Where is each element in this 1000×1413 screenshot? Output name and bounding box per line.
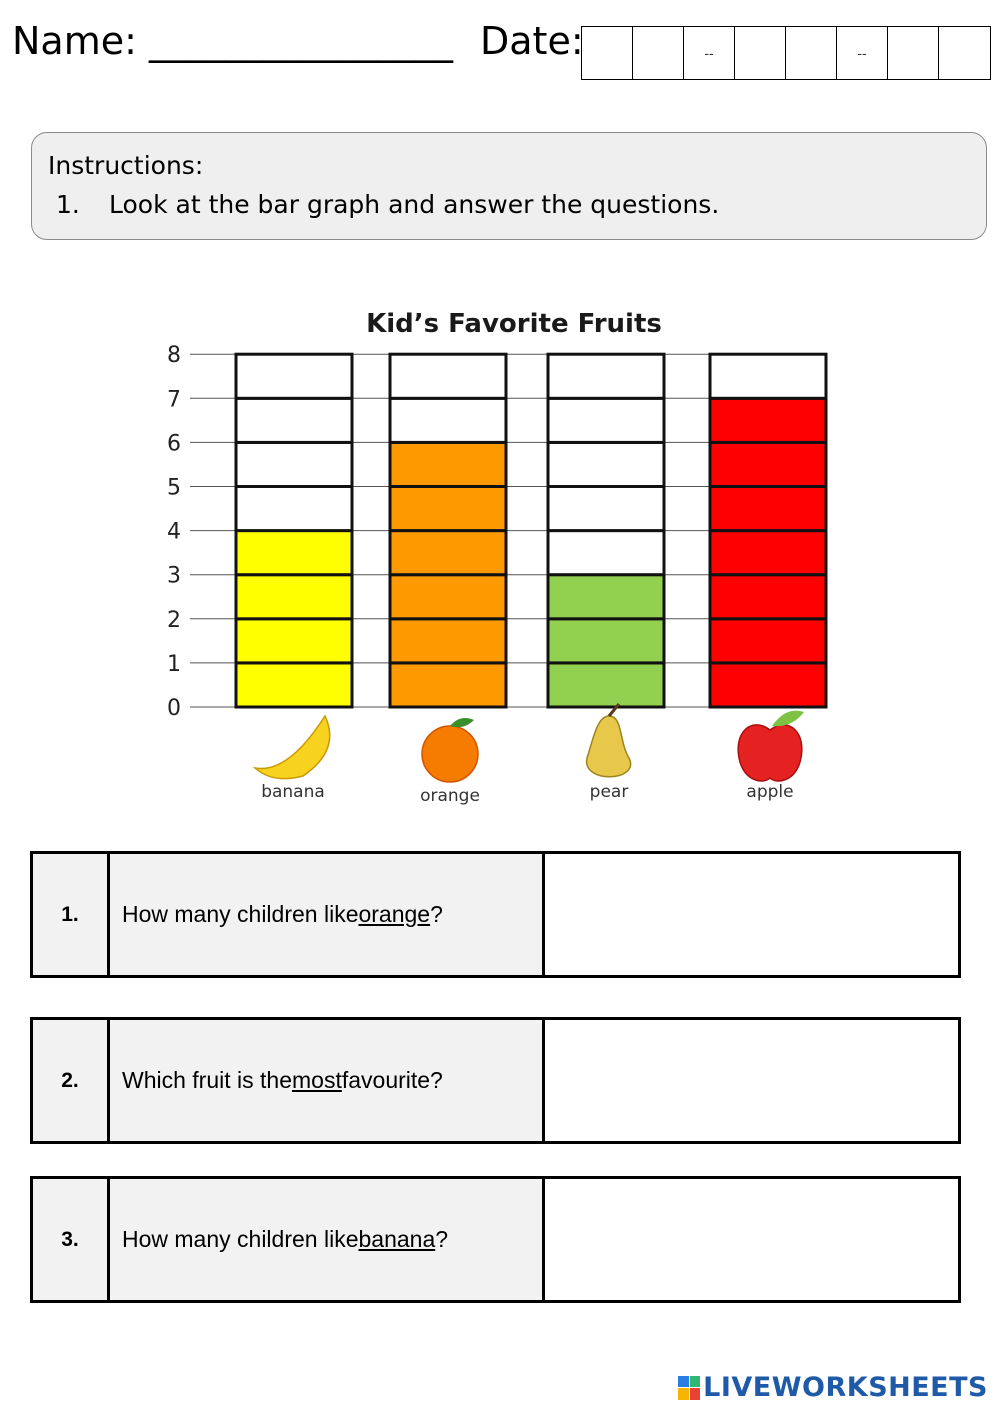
question-keyword: most: [292, 1067, 342, 1093]
date-separator: --: [684, 27, 735, 79]
date-label: Date:: [480, 19, 584, 63]
question-keyword: banana: [358, 1226, 436, 1252]
instruction-text: Look at the bar graph and answer the questions.: [109, 190, 720, 219]
pear-icon: [587, 716, 631, 777]
apple-icon: [738, 725, 802, 781]
date-box[interactable]: [939, 27, 990, 79]
question-pre: Which fruit is the: [122, 1067, 292, 1093]
question-text: [110, 1020, 545, 1141]
bar-segment-empty: [236, 487, 352, 531]
bar-segment-filled: [236, 619, 352, 663]
date-box[interactable]: [888, 27, 939, 79]
apple-leaf-icon: [772, 711, 804, 727]
question-row: [30, 1176, 961, 1303]
brand-text: LIVEWORKSHEETS: [703, 1372, 988, 1403]
y-tick-label: 3: [167, 563, 181, 589]
bar-segment-filled: [548, 575, 664, 619]
logo-mark-icon: [678, 1376, 700, 1400]
y-tick-label: 2: [167, 607, 181, 633]
bar-segment-filled: [548, 619, 664, 663]
y-tick-label: 5: [167, 475, 181, 501]
bar-segment-filled: [710, 398, 826, 442]
y-tick-label: 7: [167, 387, 181, 413]
bar-segment-empty: [390, 354, 506, 398]
bar-segment-filled: [390, 619, 506, 663]
date-box[interactable]: [582, 27, 633, 79]
bar-segment-empty: [236, 442, 352, 486]
bar-segment-empty: [548, 487, 664, 531]
date-box[interactable]: [735, 27, 786, 79]
question-pre: How many children like: [122, 1226, 359, 1252]
question-text: [110, 1179, 545, 1300]
bar-segment-filled: [710, 531, 826, 575]
bar-segment-empty: [548, 398, 664, 442]
question-post: favourite?: [341, 1067, 443, 1093]
y-tick-label: 8: [167, 343, 181, 369]
bar-segment-filled: [390, 575, 506, 619]
orange-icon: [422, 726, 478, 782]
y-tick-label: 1: [167, 651, 181, 677]
bar-segment-filled: [548, 663, 664, 707]
bar-segment-filled: [390, 487, 506, 531]
orange-leaf-icon: [450, 718, 474, 727]
name-label: Name: ________________: [12, 19, 453, 63]
bar-segment-filled: [390, 663, 506, 707]
answer-field[interactable]: [545, 1020, 958, 1141]
bar-segment-filled: [236, 531, 352, 575]
y-tick-label: 0: [167, 696, 181, 721]
date-box[interactable]: [633, 27, 684, 79]
question-text: [110, 854, 545, 975]
chart-title: Kid’s Favorite Fruits: [366, 309, 662, 339]
x-category-label: pear: [589, 782, 629, 802]
date-separator: --: [837, 27, 888, 79]
bar-segment-filled: [710, 575, 826, 619]
bar-chart: [0, 290, 1000, 810]
question-post: ?: [435, 1226, 449, 1252]
bar-segment-empty: [548, 442, 664, 486]
bar-segment-filled: [710, 663, 826, 707]
question-keyword: orange: [358, 901, 431, 927]
question-number: 3.: [33, 1179, 110, 1300]
question-row: [30, 1017, 961, 1144]
y-tick-label: 6: [167, 431, 181, 457]
bar-segment-empty: [390, 398, 506, 442]
bar-segment-filled: [390, 442, 506, 486]
bar-segment-empty: [548, 354, 664, 398]
bar-segment-empty: [710, 354, 826, 398]
date-box[interactable]: [786, 27, 837, 79]
question-row: [30, 851, 961, 978]
bar-segment-empty: [548, 531, 664, 575]
y-tick-label: 4: [167, 519, 181, 545]
instructions-box: [31, 132, 987, 240]
question-post: ?: [430, 901, 443, 927]
liveworksheets-logo: [678, 1372, 988, 1403]
bar-segment-filled: [390, 531, 506, 575]
bar-segment-empty: [236, 354, 352, 398]
x-category-label: banana: [261, 782, 325, 802]
bar-segment-filled: [710, 619, 826, 663]
question-pre: How many children like: [122, 901, 359, 927]
instructions-title: Instructions:: [48, 151, 204, 180]
answer-field[interactable]: [545, 1179, 958, 1300]
bar-segment-filled: [710, 487, 826, 531]
bar-segment-filled: [710, 442, 826, 486]
x-category-label: apple: [746, 782, 794, 802]
banana-icon: [255, 716, 330, 779]
question-number: 1.: [33, 854, 110, 975]
question-number: 2.: [33, 1020, 110, 1141]
instruction-number: 1.: [56, 190, 80, 219]
bar-segment-empty: [236, 398, 352, 442]
x-category-label: orange: [420, 786, 480, 806]
bar-segment-filled: [236, 663, 352, 707]
answer-field[interactable]: [545, 854, 958, 975]
bar-segment-filled: [236, 575, 352, 619]
date-input-boxes: [581, 26, 991, 80]
